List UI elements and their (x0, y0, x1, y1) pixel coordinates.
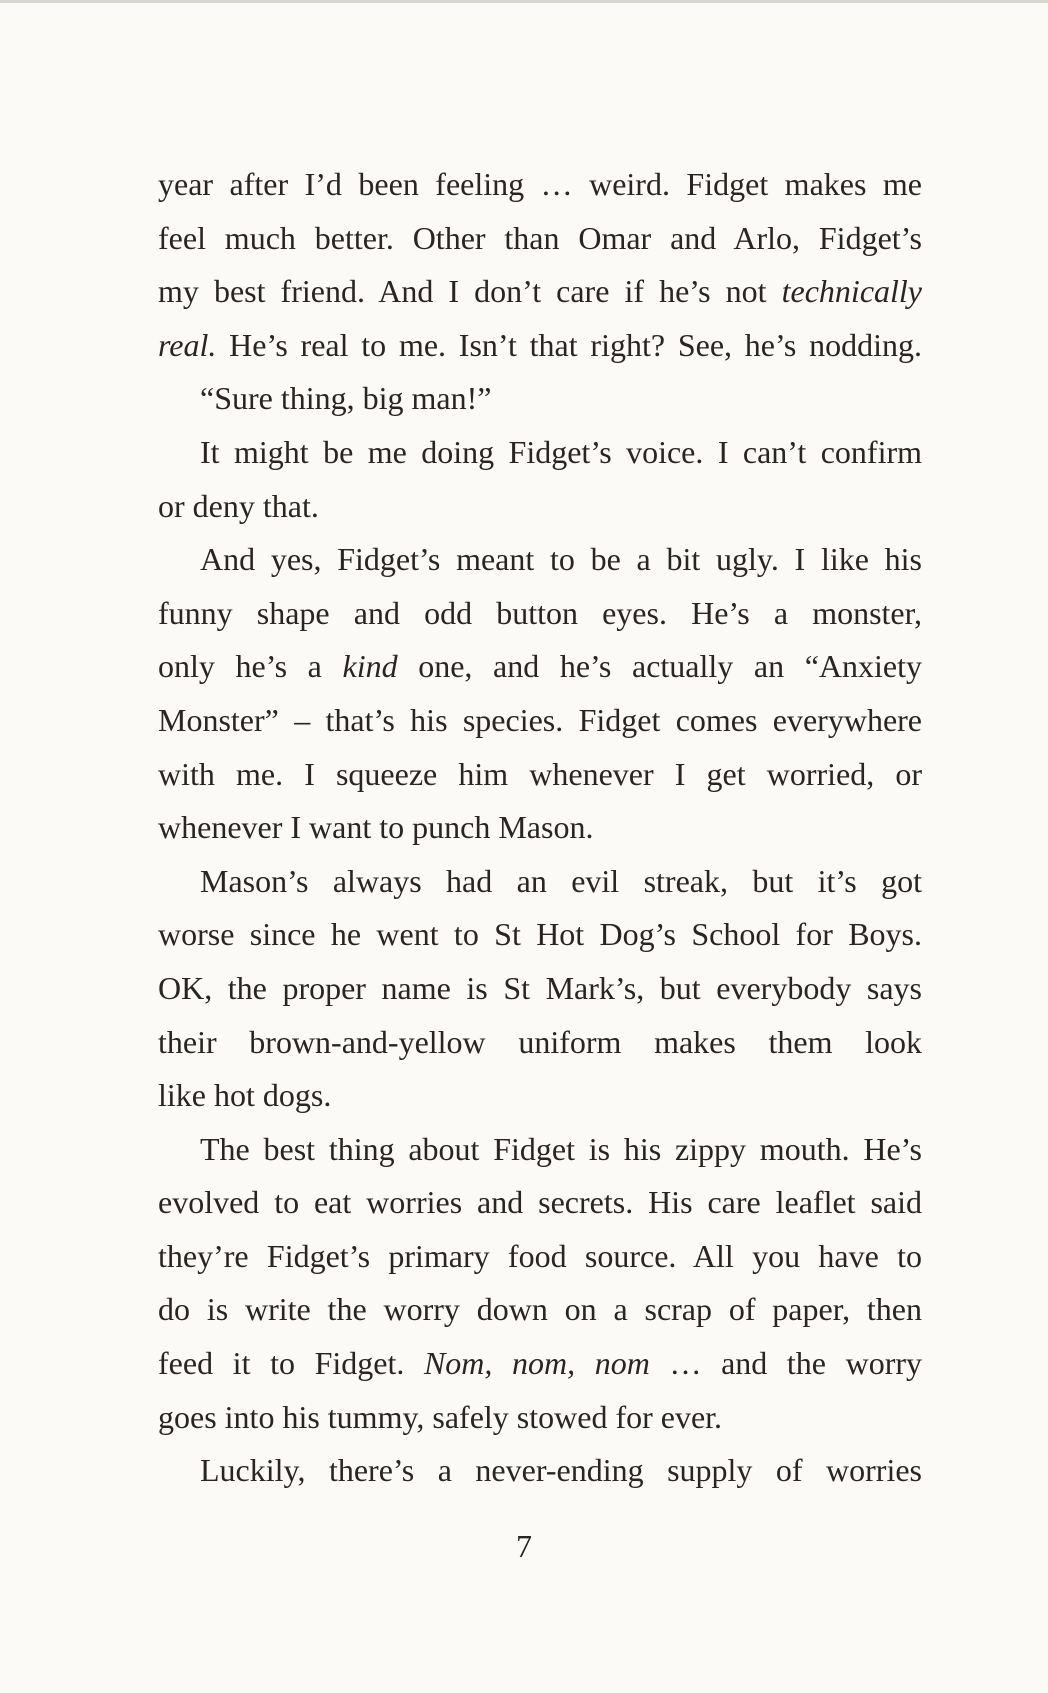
book-page-body (158, 158, 922, 1498)
text-line: And yes, Fidget’s meant to be a bit ugly. I like his (200, 541, 922, 578)
text-line: evolved to eat worries and secrets. His care leaflet said (158, 1184, 922, 1221)
text-line: feed it to Fidget. Nom, nom, nom … and the worry (158, 1345, 922, 1382)
page-number: 7 (516, 1528, 532, 1564)
text-line: their brown-and-yellow uniform makes them look (158, 1023, 922, 1060)
text-line: “Sure thing, big man!” (200, 380, 492, 417)
italic-emphasis: kind (342, 648, 398, 685)
text-line: only he’s a kind one, and he’s actually an “Anxiety (158, 648, 922, 685)
text-line: or deny that. (158, 487, 319, 524)
text-line: real. He’s real to me. Isn’t that right? See, he’s nodding. (158, 326, 922, 363)
text-line: goes into his tummy, safely stowed for ever. (158, 1398, 723, 1435)
text-line: they’re Fidget’s primary food source. All you have to (158, 1237, 922, 1274)
text-line: do is write the worry down on a scrap of paper, then (158, 1291, 922, 1328)
text-line: The best thing about Fidget is his zippy mouth. He’s (200, 1130, 922, 1167)
text-line: It might be me doing Fidget’s voice. I can’t confirm (200, 433, 922, 470)
text-line: my best friend. And I don’t care if he’s not technically (158, 273, 922, 310)
italic-emphasis: real. (158, 326, 217, 363)
text-line: with me. I squeeze him whenever I get worried, or (158, 755, 922, 792)
italic-emphasis: Nom, nom, nom (423, 1345, 650, 1382)
text-line: OK, the proper name is St Mark’s, but everybody says (158, 969, 922, 1006)
italic-emphasis: technically (781, 273, 922, 310)
text-line: whenever I want to punch Mason. (158, 809, 594, 846)
text-line: funny shape and odd button eyes. He’s a monster, (158, 594, 922, 631)
text-line: feel much better. Other than Omar and Arlo, Fidget’s (158, 219, 922, 256)
text-line: year after I’d been feeling … weird. Fidget makes me (158, 166, 922, 202)
text-line: worse since he went to St Hot Dog’s School for Boys. (158, 916, 922, 953)
text-line: Luckily, there’s a never-ending supply of worries (200, 1452, 922, 1489)
page-top-edge (0, 0, 1048, 3)
text-line: Monster” – that’s his species. Fidget comes everywhere (158, 701, 922, 738)
text-line: Mason’s always had an evil streak, but it’s got (200, 862, 922, 899)
text-line: like hot dogs. (158, 1077, 332, 1114)
